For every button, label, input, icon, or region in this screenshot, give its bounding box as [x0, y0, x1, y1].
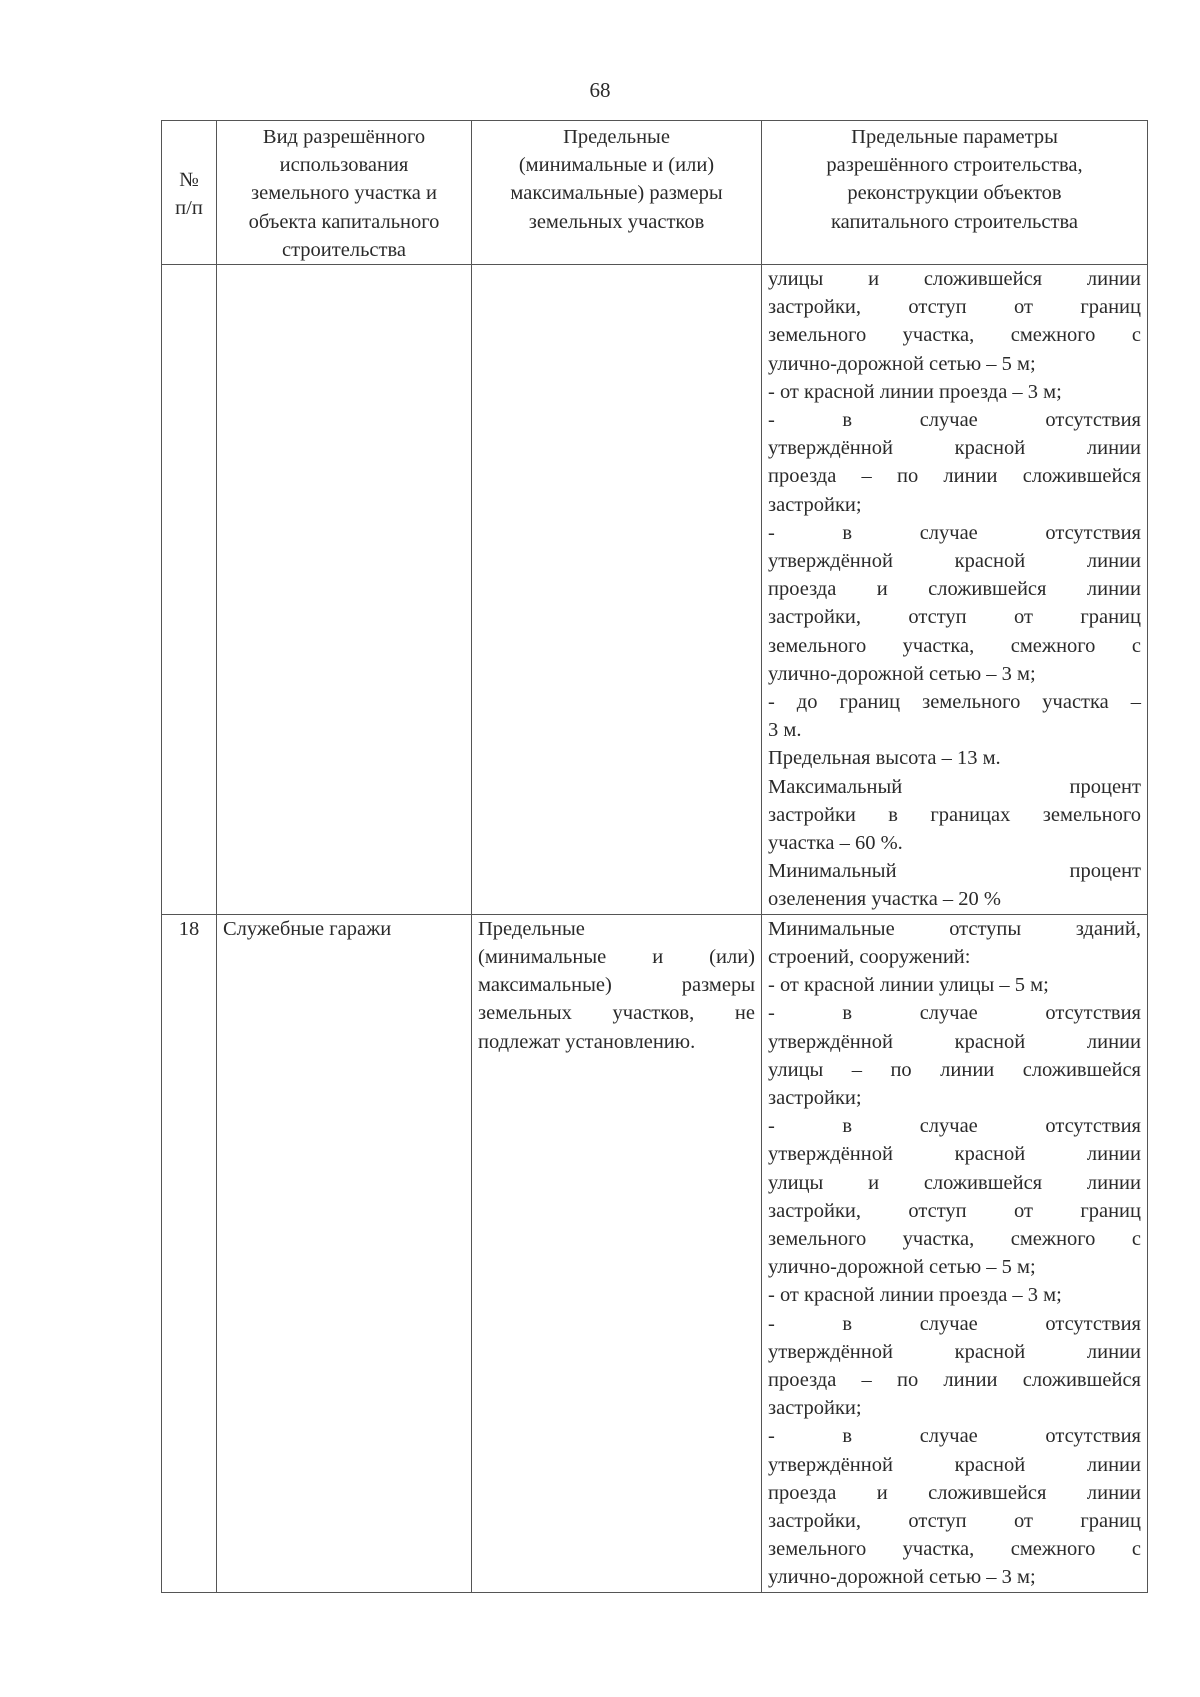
row-plot-size-cell	[472, 914, 762, 1592]
header-plot-size	[472, 121, 762, 265]
header-number	[162, 121, 217, 265]
param-line: Минимальный процент	[768, 860, 1141, 883]
header-use-type-line: объекта капитального	[248, 210, 440, 233]
size-line: Предельные	[478, 917, 585, 940]
param-line: - в случае отсутствия	[768, 1002, 1141, 1025]
param-line: Предельная высота – 13 м.	[768, 747, 1001, 770]
param-line: проезда и сложившейся линии	[768, 578, 1141, 601]
param-line: застройки;	[768, 493, 862, 516]
table-row	[162, 914, 1148, 1592]
header-use-type-line: строительства	[282, 238, 406, 261]
header-construction-params	[762, 121, 1148, 265]
param-line: - в случае отсутствия	[768, 1425, 1141, 1448]
row-use-type-cell: Служебные гаражи	[217, 914, 472, 1592]
param-line: строений, сооружений:	[768, 945, 971, 968]
param-line: земельного участка, смежного с	[768, 634, 1141, 657]
table-row	[162, 265, 1148, 915]
param-line: застройки, отступ от границ	[768, 606, 1141, 629]
param-line: Максимальный процент	[768, 775, 1141, 798]
header-plot-size-line: (минимальные и (или)	[518, 154, 715, 177]
param-line: - в случае отсутствия	[768, 521, 1141, 544]
param-line: земельного участка, смежного с	[768, 324, 1141, 347]
param-line: - от красной линии проезда – 3 м;	[768, 380, 1062, 403]
param-line: озеленения участка – 20 %	[768, 888, 1002, 911]
header-construction-params-line: Предельные параметры	[851, 126, 1058, 148]
param-line: - в случае отсутствия	[768, 409, 1141, 432]
row-params-cell	[762, 265, 1148, 915]
param-line: утверждённой красной линии	[768, 1340, 1141, 1363]
param-line: утверждённой красной линии	[768, 1143, 1141, 1166]
header-number-line: п/п	[175, 196, 203, 219]
header-plot-size-line: Предельные	[563, 126, 670, 148]
param-line: 3 м.	[768, 719, 802, 742]
param-line: улицы и сложившейся линии	[768, 268, 1141, 291]
param-line: земельного участка, смежного с	[768, 1538, 1141, 1561]
size-line: максимальные) размеры	[478, 974, 755, 997]
row-use-type-cell	[217, 265, 472, 915]
param-line: застройки, отступ от границ	[768, 1509, 1141, 1532]
header-use-type	[217, 121, 472, 265]
param-line: улицы – по линии сложившейся	[768, 1058, 1141, 1081]
param-line: утверждённой красной линии	[768, 437, 1141, 460]
param-line: - от красной линии улицы – 5 м;	[768, 974, 1049, 997]
param-line: утверждённой красной линии	[768, 550, 1141, 573]
param-line: улично-дорожной сетью – 5 м;	[768, 1256, 1036, 1279]
param-line: Минимальные отступы зданий,	[768, 917, 1141, 940]
header-use-type-line: использования	[279, 154, 409, 177]
regulations-table	[161, 120, 1148, 1593]
param-line: улично-дорожной сетью – 5 м;	[768, 352, 1036, 375]
row-number-cell: 18	[162, 914, 217, 1592]
header-plot-size-line: максимальные) размеры	[510, 182, 723, 205]
header-use-type-line: земельного участка и	[251, 182, 437, 205]
header-plot-size-line: земельных участков	[528, 210, 705, 233]
param-line: застройки, отступ от границ	[768, 296, 1141, 319]
param-line: проезда и сложившейся линии	[768, 1481, 1141, 1504]
row-number-cell	[162, 265, 217, 915]
param-line: улицы и сложившейся линии	[768, 1171, 1141, 1194]
param-line: застройки в границах земельного	[768, 803, 1141, 826]
table-header-row	[162, 121, 1148, 265]
param-line: участка – 60 %.	[768, 832, 903, 855]
page-number: 68	[589, 78, 611, 102]
header-use-type-line: Вид разрешённого	[262, 126, 426, 148]
header-construction-params-line: реконструкции объектов	[847, 182, 1062, 205]
param-line: проезда – по линии сложившейся	[768, 1368, 1141, 1391]
param-line: - от красной линии проезда – 3 м;	[768, 1284, 1062, 1307]
param-line: - до границ земельного участка –	[768, 691, 1141, 714]
param-line: застройки;	[768, 1086, 862, 1109]
size-line: земельных участков, не	[478, 1002, 755, 1025]
header-construction-params-line: капитального строительства	[831, 210, 1078, 233]
param-line: улично-дорожной сетью – 3 м;	[768, 662, 1036, 685]
param-line: утверждённой красной линии	[768, 1030, 1141, 1053]
param-line: проезда – по линии сложившейся	[768, 465, 1141, 488]
header-construction-params-line: разрешённого строительства,	[826, 154, 1083, 177]
param-line: улично-дорожной сетью – 3 м;	[768, 1566, 1036, 1589]
param-line: утверждённой красной линии	[768, 1453, 1141, 1476]
size-line: подлежат установлению.	[478, 1030, 696, 1053]
header-number-line: №	[179, 168, 199, 191]
row-plot-size-cell	[472, 265, 762, 915]
param-line: - в случае отсутствия	[768, 1312, 1141, 1335]
param-line: земельного участка, смежного с	[768, 1227, 1141, 1250]
size-line: (минимальные и (или)	[478, 945, 755, 968]
param-line: застройки;	[768, 1397, 862, 1420]
param-line: - в случае отсутствия	[768, 1115, 1141, 1138]
row-params-cell	[762, 914, 1148, 1592]
param-line: застройки, отступ от границ	[768, 1199, 1141, 1222]
